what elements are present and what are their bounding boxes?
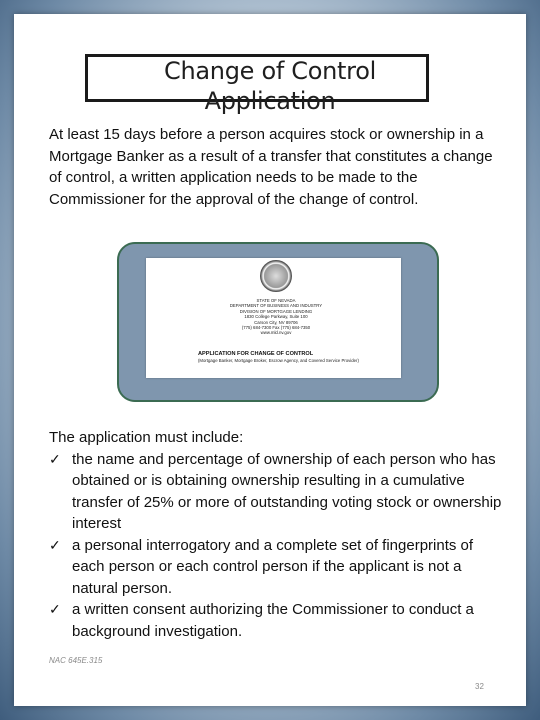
state-seal-icon [260, 260, 292, 292]
form-address1: 1830 College Parkway, Suite 100 [244, 314, 308, 320]
slide-title: Change of Control Application [164, 57, 376, 115]
list-item [49, 535, 505, 600]
intro-paragraph: At least 15 days before a person acquires stock or ownership in a Mortgage Banker as a result of a transfer that constitutes a change of control, a written application needs to be made to the Commissioner for the approval of the change of control. [49, 126, 493, 208]
requirements-section [49, 427, 505, 642]
checkmark-icon: ✓ [49, 450, 61, 467]
form-heading: APPLICATION FOR CHANGE OF CONTROL [198, 351, 314, 357]
form-phone: (775) 684-7300 Fax (775) 684-7350 [241, 325, 311, 331]
form-department: DEPARTMENT OF BUSINESS AND INDUSTRY [229, 303, 323, 309]
checkmark-icon: ✓ [49, 536, 61, 553]
page-number: 32 [475, 682, 484, 691]
checkmark-icon: ✓ [49, 601, 61, 617]
list-item [49, 449, 505, 535]
form-address2: Carson City, NV 89706 [254, 319, 298, 325]
form-division: DIVISION OF MORTGAGE LENDING [239, 308, 313, 314]
requirement-text: the name and percentage of ownership of each person who has obtained or is obtaining ownership resulting in a cumulative transfer of 25% or more of outstanding voting stock or ownership interest [72, 450, 502, 532]
list-item [49, 599, 505, 642]
requirements-intro: The application must include: [49, 429, 244, 446]
form-state: STATE OF NEVADA [256, 298, 296, 303]
requirement-text: a personal interrogatory and a complete set of fingerprints of each person or each control person if the applicant is not a natural person. [72, 536, 474, 597]
application-form-image [146, 258, 401, 378]
form-website: www.mld.nv.gov [260, 330, 292, 336]
requirement-text: a written consent authorizing the Commissioner to conduct a background investigation. [72, 601, 474, 640]
source-citation: NAC 645E.315 [49, 656, 103, 665]
requirements-list [49, 449, 505, 643]
form-subheading: (Mortgage Banker, Mortgage Broker, Escrow Agency, and Covered Service Provider) [198, 358, 359, 363]
form-header [206, 298, 346, 336]
